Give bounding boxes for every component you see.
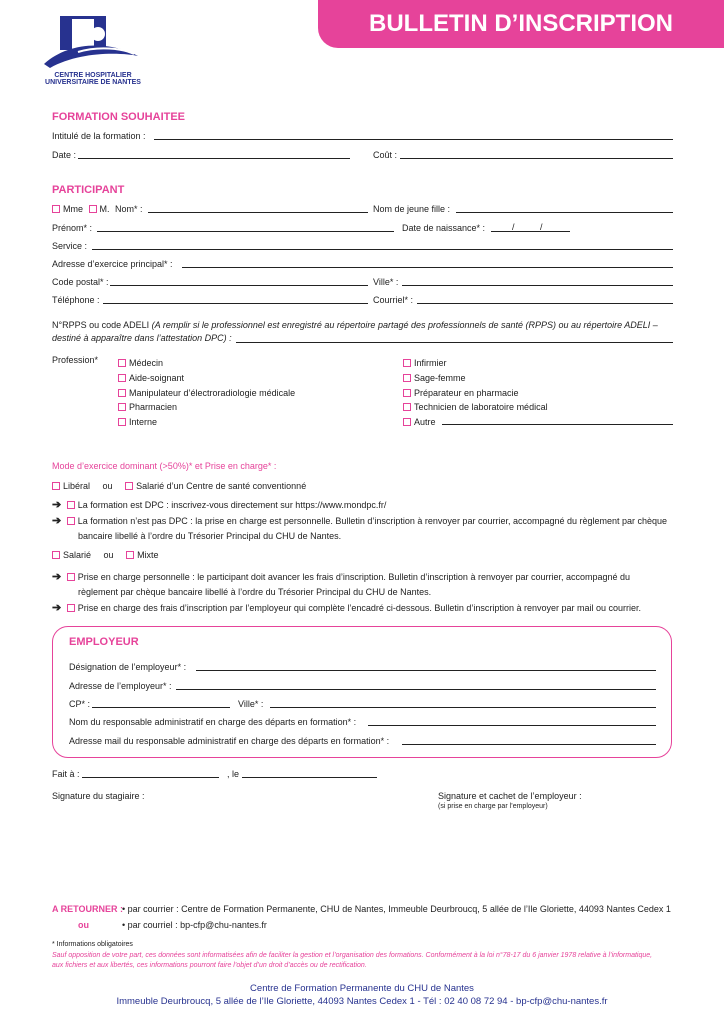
date-naissance-field[interactable] <box>491 231 570 232</box>
retour-ou: ou <box>78 920 89 930</box>
nom-jeune-fille-label: Nom de jeune fille : <box>373 204 451 214</box>
ville-field[interactable] <box>402 285 673 286</box>
profession-label: Profession* <box>52 355 99 365</box>
code-postal-field[interactable] <box>110 285 368 286</box>
page-title: BULLETIN D’INSCRIPTION <box>369 10 673 37</box>
profession-option-label: Pharmacien <box>129 402 178 413</box>
footer-line-1: Centre de Formation Permanente du CHU de Nantes <box>250 983 474 994</box>
service-field[interactable] <box>92 249 673 250</box>
logo-line2: UNIVERSITAIRE DE NANTES <box>45 79 141 86</box>
legal-note <box>52 951 682 971</box>
date-label: Date : <box>52 150 77 160</box>
profession-option[interactable] <box>403 400 548 415</box>
designation-field[interactable] <box>196 670 656 671</box>
arrow-icon: ➔ <box>52 515 62 527</box>
prenom-field[interactable] <box>97 231 394 232</box>
dpc-yes-checkbox[interactable] <box>67 501 75 509</box>
perso-label-2: règlement par chèque bancaire libellé à l’ordre du Trésorier Principal du CHU de Nantes. <box>78 587 432 597</box>
employeur-pec-row <box>52 601 641 614</box>
cout-label: Coût : <box>373 150 398 160</box>
employeur-adresse-label: Adresse de l’employeur* : <box>69 681 172 691</box>
ou-label: ou <box>103 550 114 560</box>
cp-label: CP* : <box>69 699 91 709</box>
profession-option[interactable] <box>403 356 548 371</box>
telephone-field[interactable] <box>103 303 368 304</box>
employeur-adresse-field[interactable] <box>176 689 656 690</box>
cout-field[interactable] <box>400 158 673 159</box>
salarie-centre-checkbox[interactable] <box>125 482 133 490</box>
profession-checkbox[interactable] <box>403 389 411 397</box>
mixte-checkbox[interactable] <box>126 551 134 559</box>
profession-checkbox[interactable] <box>403 418 411 426</box>
responsable-field[interactable] <box>368 725 656 726</box>
nom-jeune-fille-field[interactable] <box>456 212 673 213</box>
intitule-field[interactable] <box>154 139 673 140</box>
cp-field[interactable] <box>92 707 230 708</box>
chu-logo-icon <box>38 12 148 70</box>
dpc-no-label-1: La formation n’est pas DPC : la prise en charge est personnelle. Bulletin d’inscription à renvoyer par courrier, accompagné du règlement par chèque <box>77 516 668 526</box>
rpps-field[interactable] <box>236 342 673 343</box>
mode-heading: Mode d’exercice dominant (>50%)* et Prise en charge* : <box>52 461 277 471</box>
profession-option[interactable] <box>403 415 548 430</box>
section-formation-heading: FORMATION SOUHAITEE <box>52 111 186 123</box>
fait-a-label: Fait à : <box>52 769 80 779</box>
m-checkbox[interactable] <box>89 205 97 213</box>
prenom-label: Prénom* : <box>52 223 93 233</box>
footer-line-2: Immeuble Deurbroucq, 5 allée de l’Ile Gloriette, 44093 Nantes Cedex 1 - Tél : 02 40 08 72 94 - bp-cfp@chu-nantes.fr <box>116 996 608 1007</box>
dpc-no-row <box>52 514 667 544</box>
date-naissance-label: Date de naissance* : <box>402 223 486 233</box>
salarie-checkbox[interactable] <box>52 551 60 559</box>
profession-option-label: Préparateur en pharmacie <box>414 387 519 398</box>
mme-label: Mme <box>63 204 83 214</box>
chu-logo <box>38 12 148 92</box>
professions-left <box>118 356 295 430</box>
employeur-pec-label: Prise en charge des frais d’inscription par l’employeur qui complète l’encadré ci-dessous. Bulletin d’inscription à renvoyer par mail ou courrier. <box>77 603 642 613</box>
profession-checkbox[interactable] <box>118 359 126 367</box>
signature-employeur-label: Signature et cachet de l’employeur : <box>438 791 582 801</box>
salarie-centre-label: Salarié d’un Centre de santé conventionné <box>136 481 307 491</box>
adresse-field[interactable] <box>182 267 673 268</box>
legal-line-2: aux fichiers et aux libertés, ces informations pourront faire l’objet d’un droit d’accès ou de rectification. <box>52 962 367 969</box>
liberal-checkbox[interactable] <box>52 482 60 490</box>
legal-line-1: Sauf opposition de votre part, ces données sont informatisées afin de faciliter la gestion et l’organisation des formations. Conformément à la loi n°78-17 du 6 janvier 1978 relative à l’informatique, <box>52 952 653 959</box>
profession-option-label: Aide-soignant <box>129 372 185 383</box>
perso-checkbox[interactable] <box>67 573 75 581</box>
profession-option-label: Technicien de laboratoire médical <box>414 402 548 413</box>
dpc-no-label-2: bancaire libellé à l’ordre du Trésorier Principal du CHU de Nantes. <box>78 531 342 541</box>
date-sep-1: / <box>512 222 515 232</box>
profession-option-label: Interne <box>129 417 158 428</box>
profession-option[interactable] <box>118 371 295 386</box>
liberal-label: Libéral <box>63 481 91 491</box>
le-field[interactable] <box>242 777 377 778</box>
responsable-label: Nom du responsable administratif en charge des départs en formation* : <box>69 717 357 727</box>
profession-checkbox[interactable] <box>118 403 126 411</box>
autre-field[interactable] <box>442 424 673 425</box>
m-label: M. <box>99 204 110 214</box>
employeur-ville-label: Ville* : <box>238 699 264 709</box>
adresse-label: Adresse d’exercice principal* : <box>52 259 173 269</box>
liberal-row <box>52 481 306 491</box>
employeur-pec-checkbox[interactable] <box>67 604 75 612</box>
employeur-ville-field[interactable] <box>270 707 656 708</box>
courriel-field[interactable] <box>417 303 673 304</box>
rpps-note-1: (A remplir si le professionnel est enregistré au répertoire partagé des professionnels de santé (RPPS) ou au répertoire ADELI – <box>151 320 658 330</box>
rpps-label: N°RPPS ou code ADELI <box>52 320 150 330</box>
profession-checkbox[interactable] <box>403 403 411 411</box>
rpps-note-2: destiné à apparaître dans l’attestation DPC) : <box>52 333 232 343</box>
profession-checkbox[interactable] <box>118 389 126 397</box>
professions-right <box>403 356 548 430</box>
obligatoires-note: * Informations obligatoires <box>52 941 133 948</box>
profession-option[interactable] <box>118 400 295 415</box>
intitule-label: Intitulé de la formation : <box>52 131 146 141</box>
profession-option[interactable] <box>118 356 295 371</box>
profession-option-label: Manipulateur d’électroradiologie médicale <box>129 387 296 398</box>
fait-a-field[interactable] <box>82 777 219 778</box>
retour-courriel: • par courriel : bp-cfp@chu-nantes.fr <box>122 920 267 930</box>
retour-label: A RETOURNER : <box>52 904 124 914</box>
section-participant-heading: PARTICIPANT <box>52 184 125 196</box>
employeur-heading: EMPLOYEUR <box>69 636 139 648</box>
ville-label: Ville* : <box>373 277 399 287</box>
designation-label: Désignation de l’employeur* : <box>69 662 187 672</box>
date-field[interactable] <box>78 158 350 159</box>
profession-option[interactable] <box>403 386 548 401</box>
date-sep-2: / <box>540 222 543 232</box>
service-label: Service : <box>52 241 88 251</box>
mail-field[interactable] <box>402 744 656 745</box>
civility-row <box>52 204 143 214</box>
mme-checkbox[interactable] <box>52 205 60 213</box>
nom-field[interactable] <box>148 212 368 213</box>
salarie-row <box>52 550 159 560</box>
salarie-label: Salarié <box>63 550 92 560</box>
profession-option[interactable] <box>118 386 295 401</box>
profession-checkbox[interactable] <box>403 374 411 382</box>
code-postal-label: Code postal* : <box>52 277 109 287</box>
telephone-label: Téléphone : <box>52 295 100 305</box>
profession-option-label: Infirmier <box>414 358 447 368</box>
profession-checkbox[interactable] <box>403 359 411 367</box>
nom-label: Nom* : <box>115 204 143 214</box>
profession-option[interactable] <box>403 371 548 386</box>
signature-employeur-note: (si prise en charge par l’employeur) <box>438 803 548 810</box>
dpc-no-checkbox[interactable] <box>67 517 75 525</box>
signature-stagiaire-label: Signature du stagiaire : <box>52 791 145 801</box>
ou-label: ou <box>102 481 113 491</box>
profession-checkbox[interactable] <box>118 418 126 426</box>
profession-option[interactable] <box>118 415 295 430</box>
dpc-yes-label: La formation est DPC : inscrivez-vous directement sur https://www.mondpc.fr/ <box>77 500 387 510</box>
le-label: , le <box>227 769 240 779</box>
dpc-yes-row <box>52 498 386 511</box>
profession-option-label: Médecin <box>129 358 164 368</box>
profession-option-label: Sage-femme <box>414 372 466 383</box>
profession-option-label: Autre <box>414 417 436 428</box>
arrow-icon: ➔ <box>52 499 62 511</box>
mixte-label: Mixte <box>137 550 159 560</box>
mail-label: Adresse mail du responsable administratif en charge des départs en formation* : <box>69 736 390 746</box>
courriel-label: Courriel* : <box>373 295 414 305</box>
perso-row <box>52 570 630 600</box>
profession-checkbox[interactable] <box>118 374 126 382</box>
arrow-icon: ➔ <box>52 571 62 583</box>
retour-courrier: • par courrier : Centre de Formation Permanente, CHU de Nantes, Immeuble Deurbroucq, 5 allée de l’Ile Gloriette, 44093 Nantes Cedex 1 <box>122 904 671 914</box>
logo-line1: CENTRE HOSPITALIER <box>54 72 132 79</box>
arrow-icon: ➔ <box>52 602 62 614</box>
perso-label-1: Prise en charge personnelle : le participant doit avancer les frais d’inscription. Bulletin d’inscription à renvoyer par courrier, accompagné du <box>77 572 631 582</box>
